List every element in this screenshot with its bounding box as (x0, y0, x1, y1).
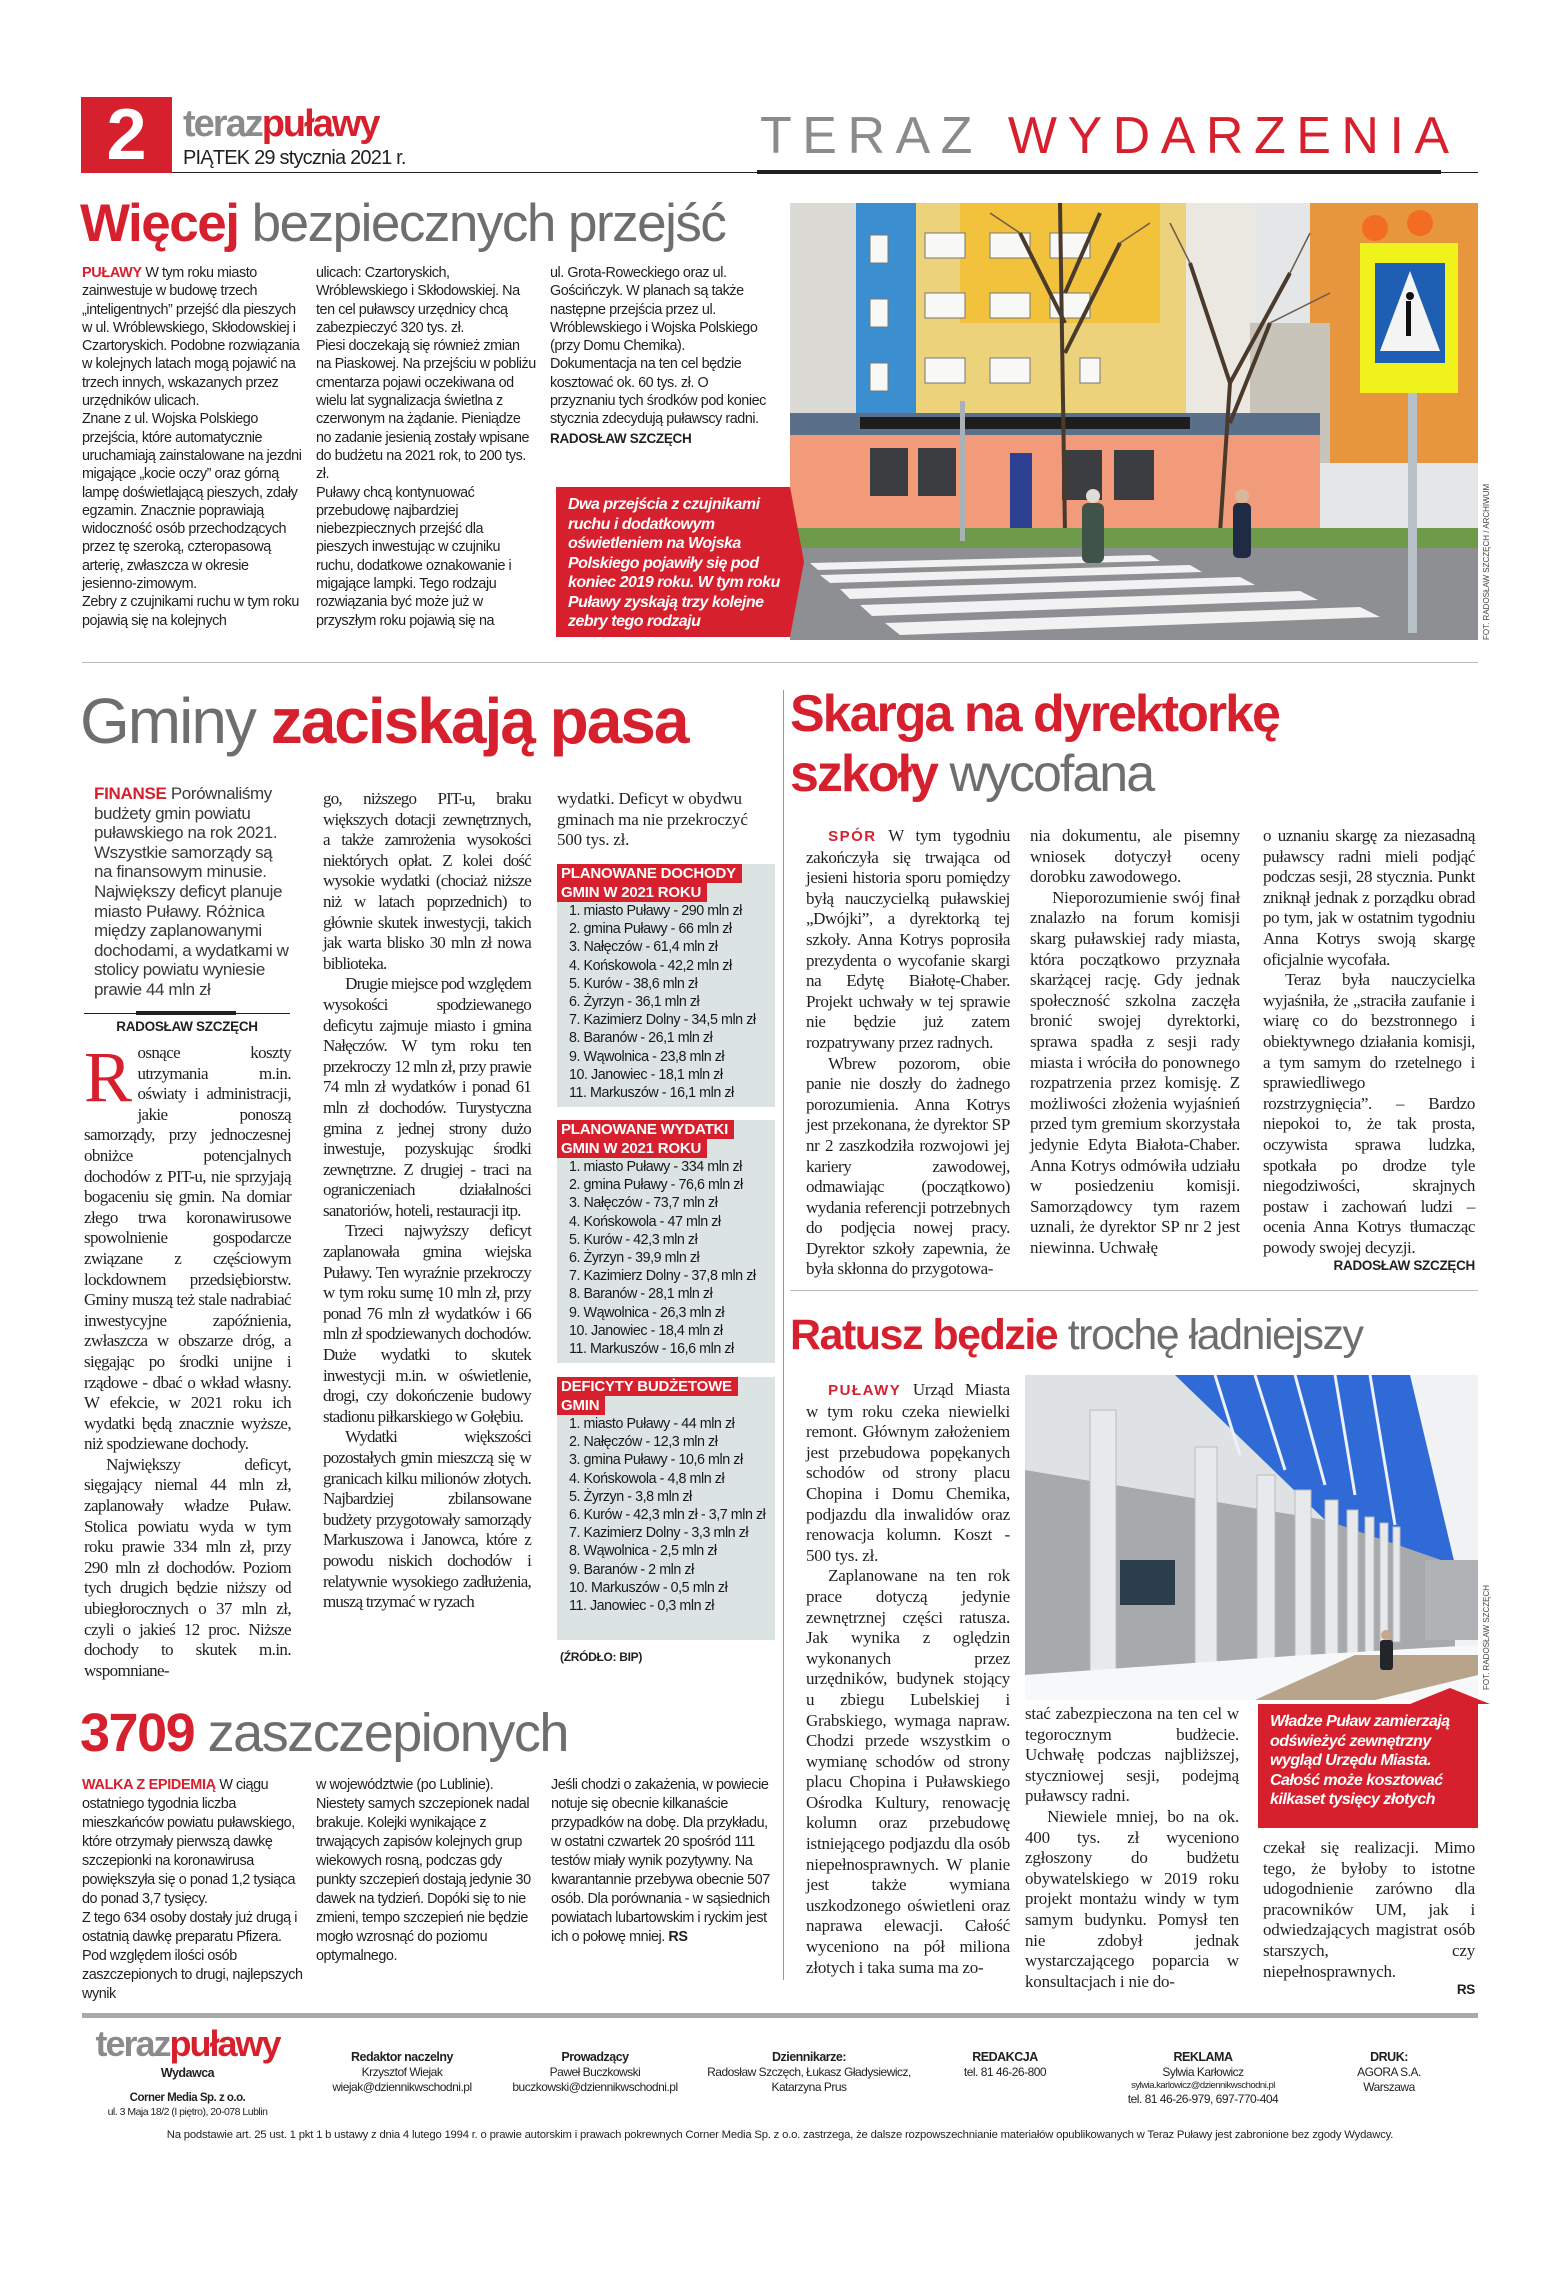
article-title-szczepienia (80, 1700, 568, 1766)
paragraph: Piesi doczekają się również zmian na Piaskowej. Na przejściu w pobliżu cmentarza pojawi oczekiwana od wielu lat sygnalizacja świetlna z czerwonym na żądanie. Pieniądze no zadanie jesienią zostały wpisane do budżetu na 2021 rok, to 200 tys. zł. (316, 338, 536, 483)
photo-pedestrian-crossing (790, 203, 1478, 640)
photo-credit-text: FOT. RADOSŁAW SZCZĘCH (1482, 1584, 1491, 1690)
footer-label: REDAKCJA (972, 2050, 1038, 2064)
photo-town-hall (1025, 1375, 1478, 1700)
logo-teraz: teraz (95, 2023, 170, 2064)
paragraph: nia dokumentu, ale pisemny wniosek dotyczył oceny dorobku zawodowego. (1030, 826, 1240, 887)
title-gray-part: wycofana (949, 745, 1154, 803)
photo-caption: Dwa przejścia z czujnikami ruchu i dodatkowym oświetleniem na Wojska Polskiego pojawiły się pod koniec 2019 roku. W tym roku Puławy zyskają trzy kolejne zebry tego rodzaju (556, 487, 790, 637)
box-list-item: 10. Janowiec - 18,1 mln zł (569, 1066, 723, 1083)
footer-value: Paweł Buczkowski (549, 2065, 641, 2079)
info-box-revenues (557, 864, 775, 1107)
kicker: PUŁAWY (82, 265, 142, 281)
paragraph: o uznaniu skargę za niezasadną puławscy radni mieli podjąć podczas sesji, 28 stycznia. Punkt zniknął jednak z porządku obrad po tym, jak w ostatnim tygodniu Anna Kotrys swoją skargę oficjalnie wycofała. (1263, 826, 1475, 969)
title-red-part: zaciskają pasa (270, 685, 688, 757)
article-column (323, 789, 531, 1613)
paragraph: Wbrew pozorom, obie panie nie doszły do żadnego porozumienia. Anna Kotrys jest przekonana, że dyrektor SP nr 2 zaszkodziła rozwojowi jej kariery zawodowej, odmawiając (początkowo) wydania referencji potrzebnych do podjęcia nowej pracy. Dyrektor szkoły zapewnia, że była skłonna do przygotowa- (806, 1053, 1010, 1279)
paragraph: Wydatki większości pozostałych gmin mieszczą się w granicach kilku milionów złotych. Najbardziej zbilansowane budżety przygotowały samorządy Markuszowa i Janowca, które z powodu niskich dochodów i relatywnie wysokiego zadłużenia, muszą trzymać w ryzach (323, 1427, 531, 1612)
info-box-expenses (557, 1120, 775, 1363)
title-gray-part: Gminy (80, 685, 255, 757)
caption-arrow (790, 487, 804, 637)
box-title: GMIN W 2021 ROKU (557, 883, 707, 902)
title-gray-part: trochę ładniejszy (1067, 1311, 1363, 1359)
paragraph: Z tego 634 osoby dostały już drugą i ostatnią dawkę preparatu Pfizera. Pod względem ilości osób zaszczepionych to drugi, najlepszych wynik (82, 1910, 303, 2002)
title-red-part: 3709 (80, 1703, 195, 1763)
paragraph: ulicach: Czartoryskich, Wróblewskiego i Skłodowskiej. Na ten cel puławscy urzędnicy chcą zabezpieczyć 320 tys. zł. (316, 265, 520, 336)
footer-value: Radosław Szczęch, Łukasz Gładysiewicz, (707, 2065, 911, 2079)
publisher-address: ul. 3 Maja 18/2 (I piętro), 20-078 Lublin (107, 2106, 268, 2118)
box-list-item: 2. gmina Puławy - 76,6 mln zł (569, 1177, 743, 1194)
title-red-part: Ratusz będzie (790, 1311, 1058, 1359)
logo-teraz: teraz (183, 103, 262, 145)
legal-notice: Na podstawie art. 25 ust. 1 pkt 1 b ustawy z dnia 4 lutego 1994 r. o prawie autorskim i prawach pokrewnych Corner Media Sp. z o.o. zastrzega, że dalsze rozpowszechnianie materiałów opublikowanych w Teraz Puławy jest zabronione bez zgody Wydawcy. (166, 2129, 1394, 2141)
title-red-part: Więcej (80, 194, 239, 253)
box-list-item: 11. Janowiec - 0,3 mln zł (569, 1598, 715, 1615)
box-list-item: 8. Wąwolnica - 2,5 mln zł (569, 1543, 717, 1560)
article-column (1030, 826, 1240, 1258)
page-number: 2 (81, 97, 172, 173)
footer-value: tel. 81 46-26-979, 697-770-404 (1127, 2092, 1279, 2106)
byline: RADOSŁAW SZCZĘCH (116, 1019, 258, 1034)
article-title-przejscia (80, 192, 725, 256)
article-column (316, 264, 536, 630)
drop-cap: R (84, 1037, 132, 1117)
footer-value: Sylwia Karłowicz (1162, 2065, 1244, 2079)
paragraph: Znane z ul. Wojska Polskiego przejścia, które automatycznie uruchamiają zainstalowane na jezdni migające „kocie oczy” oraz górną lampę doświetlającą pieszych, zdały egzamin. Znacznie poprawiają widoczność osób przechodzących przez tę szeroką, czteropasową arterię, zwłaszcza w okresie jesienno-zimowym. (82, 411, 302, 593)
column-divider (783, 690, 784, 1980)
footer-label: REKLAMA (1173, 2050, 1233, 2064)
article-column (557, 789, 775, 851)
footer-publisher (85, 2024, 290, 2118)
footer-value: Warszawa (1363, 2080, 1415, 2094)
section-title-red: WYDARZENIA (1007, 107, 1460, 165)
box-title: DEFICYTY BUDŻETOWE (557, 1377, 738, 1396)
box-list-item: 9. Wąwolnica - 23,8 mln zł (569, 1048, 725, 1065)
box-list-item: 8. Baranów - 28,1 mln zł (569, 1286, 713, 1303)
photo-caption: Władze Puław zamierzają odświeżyć zewnętrzny wygląd Urzędu Miasta. Całość może kosztować kilkaset tysięcy złotych (1258, 1704, 1478, 1828)
paragraph: stać zabezpieczona na ten cel w tegorocznym budżecie. Uchwałę podczas najbliższej, styczniowej sesji, podejmą puławscy radni. (1025, 1704, 1239, 1806)
article-column (84, 1037, 291, 1681)
article-column (316, 1776, 536, 1966)
paragraph-text: W tym roku miasto zainwestuje w budowę trzech „inteligentnych” przejść dla pieszych w ul. Wróblewskiego, Skłodowskiej i Czartoryskich. Podobne rozwiązania w kolejnych latach mogą pojawić na trzech innych, wskazanych przez urzędników ulicach. (82, 265, 300, 410)
box-list-item: 4. Końskowola - 47 mln zł (569, 1213, 721, 1230)
box-list-item: 3. Nałęczów - 61,4 mln zł (569, 939, 718, 956)
paragraph: Puławy chcą kontynuować przebudowę najbardziej niebezpiecznych przejść dla pieszych inwestując w czujniku ruchu, dodatkowe oznakowanie i migające lampki. Tego rodzaju rozwiązania być może już w przyszłym roku pojawią się na (316, 484, 512, 629)
footer-value: Krzysztof Wiejak (361, 2065, 443, 2079)
box-list-item: 8. Baranów - 26,1 mln zł (569, 1030, 713, 1047)
paragraph (806, 826, 1010, 1054)
paragraph (806, 1380, 1010, 1566)
caption-arrow (1410, 1688, 1490, 1704)
box-list (557, 1158, 775, 1358)
footer-value: AGORA S.A. (1357, 2065, 1421, 2079)
box-list-item: 7. Kazimierz Dolny - 3,3 mln zł (569, 1525, 749, 1542)
divider (82, 662, 1478, 663)
footer-label: Redaktor naczelny (351, 2050, 453, 2064)
signature: RS (1456, 1982, 1475, 1998)
photo-credit (1482, 483, 1558, 649)
article-column (82, 1776, 304, 2004)
divider (790, 1290, 1478, 1291)
footer-rule (82, 2013, 1478, 2018)
paragraph: Niewiele mniej, bo na ok. 400 tys. zł wyceniono zgłoszony do budżetu obywatelskiego w 2019 roku projekt montażu windy w tym samym budynku. Pomysł ten nie zdobył jednak wystarczającego poparcia w konsultacjach i nie do- (1025, 1806, 1239, 1991)
article-title-ratusz (790, 1308, 1362, 1362)
footer-label: DRUK: (1370, 2050, 1408, 2064)
box-list-item: 6. Kurów - 42,3 mln zł - 3,7 mln zł (569, 1507, 766, 1524)
box-list-item: 10. Janowiec - 18,4 mln zł (569, 1322, 723, 1339)
box-list-item: 3. gmina Puławy - 10,6 mln zł (569, 1452, 743, 1469)
footer-office (935, 2050, 1075, 2080)
box-list-item: 7. Kazimierz Dolny - 37,8 mln zł (569, 1268, 756, 1285)
box-list-item: 11. Markuszów - 16,6 mln zł (569, 1341, 734, 1358)
article-column (1263, 826, 1475, 1274)
article-column (806, 1380, 1010, 1978)
article-title-skarga (790, 684, 1279, 804)
box-list (557, 1415, 775, 1615)
paragraph: Największy deficyt, sięgający niemal 44 mln zł, zaplanowały władze Puław. Stolica powiatu wyda w tym roku prawie 334 mln zł, przy 290 mln zł dochodów. Poziom tych drugich będzie niższy od ubiegłorocznych o 37 mln zł, czyli o jakieś 12 proc. Niższe dochody to skutek m.in. wspomniane- (84, 1454, 291, 1680)
footer-email: wiejak@dziennikwschodni.pl (332, 2080, 472, 2094)
kicker: FINANSE (94, 784, 167, 803)
article-title-gminy (80, 683, 687, 759)
box-list-item: 3. Nałęczów - 73,7 mln zł (569, 1195, 718, 1212)
box-list-item: 1. miasto Puławy - 290 mln zł (569, 903, 742, 919)
box-list-item: 4. Końskowola - 4,8 mln zł (569, 1470, 725, 1487)
paragraph (84, 1037, 291, 1455)
paragraph: Zebry z czujnikami ruchu w tym roku pojawią się na kolejnych (82, 594, 299, 629)
article-column (550, 264, 774, 447)
footer-host (500, 2050, 690, 2095)
paragraph: w województwie (po Lublinie). Niestety samych szczepionek nadal brakuje. Kolejki wynikające z trwających zapisów kolejnych grup wiekowych rosną, podczas gdy punkty szczepień dostają jedynie 30 dawek na tydzień. Dopóki się to nie zmieni, tempo szczepień nie będzie mogło wzrosnąć do poziomu optymalnego. (316, 1777, 531, 1964)
footer-label: Dziennikarze: (771, 2050, 847, 2064)
box-title: PLANOWANE DOCHODY (557, 864, 742, 883)
paragraph: wydatki. Deficyt w obydwu gminach ma nie przekroczyć 500 tys. zł. (557, 789, 748, 850)
publisher-name: Corner Media Sp. z o.o. (129, 2092, 246, 2104)
box-title: GMIN W 2021 ROKU (557, 1139, 707, 1158)
box-list-item: 10. Markuszów - 0,5 mln zł (569, 1579, 728, 1596)
paragraph: Drugie miejsce pod względem wysokości spodziewanego deficytu zajmuje miasto i gmina Nałęczów. W tym roku ten przekroczy 12 mln zł, przy prawie 74 mln zł wydatków i ponad 61 mln zł dochodów. Turystyczna gmina z jednej strony dużo inwestuje, pozyskując środki zewnętrzne. Z drugiej - traci na ograniczeniach działalności sanatoriów, hoteli, restauracji itp. (323, 974, 531, 1220)
publisher-label: Wydawca (160, 2066, 215, 2080)
article-column (551, 1776, 773, 1947)
box-list-item: 6. Żyrzyn - 39,9 mln zł (569, 1250, 700, 1267)
box-list-item: 5. Kurów - 42,3 mln zł (569, 1231, 698, 1248)
footer-logo (85, 2024, 290, 2064)
paragraph: Teraz była nauczycielka wyjaśniła, że „straciła zaufanie i wiarę co do bezstronnego i obiektywnego działania komisji, a tym samym do rzetelnego i sprawiedliwego rozstrzygnięcia”. – Bardzo niepokoi to, że tak prosta, oczywista sprawa ludzka, spotkała po drodze tyle niegodziwości, skrajnych postaw i zachowań ludzi – ocenia Anna Kotrys tłumacząc powody swojej decyzji. (1263, 970, 1475, 1257)
footer-value: tel. 81 46-26-800 (963, 2065, 1047, 2079)
box-list-item: 5. Żyrzyn - 3,8 mln zł (569, 1488, 692, 1505)
info-box-deficits (557, 1377, 775, 1640)
footer-email: sylwia.karlowicz@dziennikwschodni.pl (1131, 2080, 1275, 2091)
box-title: GMIN (557, 1396, 605, 1415)
title-gray-part: bezpiecznych przejść (251, 194, 726, 253)
footer-editor (322, 2050, 482, 2095)
footer-label: Prowadzący (561, 2050, 629, 2064)
paragraph: go, niższego PIT-u, braku większych dotacji zewnętrznych, a także zamrożenia wysokości niektórych opłat. Z kolei dość wysokie wydatki (chociaż niższe niż w latach poprzednich) to głównie skutek inwestycji, takich jak warta blisko 30 mln zł nowa biblioteka. (323, 789, 531, 973)
footer-print (1329, 2050, 1449, 2095)
logo-pulawy: puławy (169, 2023, 280, 2064)
kicker: WALKA Z EPIDEMIĄ (82, 1777, 216, 1793)
section-title (760, 108, 1460, 164)
paragraph: Trzeci najwyższy deficyt zaplanowała gmina wiejska Puławy. Ten wyraźnie przekroczy w tym roku sumę 10 mln zł, przy ponad 76 mln zł wydatków i 66 mln zł spodziewanych dochodów. Duże wydatki to skutek inwestycji m.in. w oświetlenie, drogi, czy dokończenie budowy stadionu piłkarskiego w Gołębiu. (323, 1221, 531, 1426)
section-title-gray: TERAZ (760, 107, 983, 165)
box-list-item: 1. miasto Puławy - 44 mln zł (569, 1416, 735, 1432)
box-list-item: 6. Żyrzyn - 36,1 mln zł (569, 994, 700, 1011)
crossing-photo-image (790, 203, 1478, 640)
title-gray-part: zaszczepionych (207, 1703, 568, 1763)
box-title: PLANOWANE WYDATKI (557, 1120, 734, 1139)
article-column (1025, 1704, 1239, 1992)
article-column (1263, 1838, 1475, 1998)
byline: RADOSŁAW SZCZĘCH (550, 430, 692, 446)
footer-ads (1093, 2050, 1313, 2107)
paragraph (82, 1776, 304, 1909)
byline: RADOSŁAW SZCZĘCH (1333, 1258, 1475, 1274)
title-red-part: Skarga na dyrektorkę (790, 685, 1279, 743)
article-lead (94, 784, 294, 1000)
box-list-item: 5. Kurów - 38,6 mln zł (569, 975, 698, 992)
kicker: SPÓR (828, 828, 877, 845)
photo-credit (1482, 1584, 1558, 1699)
kicker: PUŁAWY (828, 1382, 902, 1399)
box-list-item: 9. Baranów - 2 mln zł (569, 1561, 694, 1578)
logo-pulawy: puławy (261, 103, 379, 145)
paragraph (82, 264, 304, 410)
title-red-part: szkoły (790, 745, 937, 803)
source-note: (ŹRÓDŁO: BIP) (560, 1650, 643, 1664)
paragraph: czekał się realizacji. Mimo tego, że byłoby to istotne udogodnienie zarówno dla pracowników UM, jak i odwiedzających magistrat osób starszych, czy niepełnosprawnych. (1263, 1838, 1475, 1981)
paragraph-text: Jeśli chodzi o zakażenia, w powiecie notuje się obecnie kilkanaście przypadków na dobę. Dla przykładu, w ostatni czwartek 20 spośród 111 testów miały wynik pozytywny. Na kwarantannie przebywa obecnie 507 osób. Dla porównania - w sąsiednich powiatach lubartowskim i ryckim jest ich o połowę mniej. (551, 1777, 770, 1945)
byline-rule-thick (136, 1011, 236, 1015)
box-list-item: 4. Końskowola - 42,2 mln zł (569, 957, 732, 974)
box-list-item: 11. Markuszów - 16,1 mln zł (569, 1085, 734, 1102)
box-list-item: 2. gmina Puławy - 66 mln zł (569, 921, 732, 938)
signature: RS (668, 1929, 688, 1945)
paragraph: Zaplanowane na ten rok prace dotyczą jedynie zewnętrznej części ratusza. Jak wynika z oględzin wykonanych przez urzędników, budynek stojący u zbiegu Lubelskiej i Grabskiego, wymaga napraw. Chodzi przede wszystkim o wymianę schodów od strony placu Chopina i Puławskiego Ośrodka Kultury, renowację kolumn oraz przebudowę istniejącego podjazdu dla osób niepełnosprawnych. W planie jest także wymiana uszkodzonego oświetleni oraz naprawa elewacji. Całość wyceniono na pół miliona złotych i taka suma ma zo- (806, 1566, 1010, 1977)
photo-credit-text: FOT. RADOSŁAW SZCZĘCH / ARCHIWUM (1482, 483, 1491, 640)
town-hall-photo-image (1025, 1375, 1478, 1700)
box-list-item: 1. miasto Puławy - 334 mln zł (569, 1159, 742, 1175)
article-column (806, 826, 1010, 1280)
header-rule-thick (757, 170, 1441, 174)
footer-email: buczkowski@dziennikwschodni.pl (512, 2080, 678, 2094)
paragraph (551, 1776, 773, 1947)
paragraph-text: W ciągu ostatniego tygodnia liczba mieszkańców powiatu puławskiego, które otrzymały pierwszą dawkę szczepionki na koronawirusa powiększyła się o ponad 1,2 tysiąca do ponad 3,7 tysięcy. (82, 1777, 296, 1907)
box-list-item: 7. Kazimierz Dolny - 34,5 mln zł (569, 1012, 756, 1029)
paragraph: ul. Grota-Roweckiego oraz ul. Gościńczyk. W planach są także następne przejścia przez ul. Wróblewskiego i Wojska Polskiego (przy Domu Chemika). Dokumentacja na ten cel będzie kosztować ok. 60 tys. zł. O przyznaniu tych środków pod koniec stycznia zdecydują puławscy radni. (550, 265, 766, 428)
footer-value: Katarzyna Prus (771, 2080, 847, 2094)
lead-text: Porównaliśmy budżety gmin powiatu puławskiego na rok 2021. Wszystkie samorządy są na finansowym minusie. Największy deficyt planuje miasto Puławy. Różnica między zaplanowanymi dochodami, a wydatkami w stolicy powiatu wyniesie prawie 44 mln zł (94, 784, 289, 999)
issue-date: PIĄTEK 29 stycznia 2021 r. (183, 147, 406, 169)
box-list-item: 9. Wąwolnica - 26,3 mln zł (569, 1304, 725, 1321)
masthead-logo (183, 104, 379, 144)
paragraph: Nieporozumienie swój finał znalazło na forum komisji skarg puławskiej rady miasta, która początkowo przyznała skarżącej rację. Gdy jednak społeczność szkolna zaczęła bronić swojej dyrektorki, sprawa spadła z sesji rady miasta i wróciła do ponownego rozpatrzenia przez komisję. Z możliwości złożenia wyjaśnień przed tym gremium skorzystała jedynie Edyta Białota-Chaber. Anna Kotrys odmówiła udziału w posiedzeniu komisji. Samorządowcy tym razem uznali, że dyrektor SP nr 2 jest niewinna. Uchwałę (1030, 887, 1240, 1257)
box-list (557, 902, 775, 1102)
footer-journalists (696, 2050, 922, 2095)
paragraph-text: Urząd Miasta w tym roku czeka niewielki remont. Głównym założeniem jest przebudowa popękanych schodów od strony placu Chopina i Domu Chemika, podjazdu dla inwalidów oraz renowacja kolumn. Koszt - 500 tys. zł. (806, 1380, 1010, 1565)
box-list-item: 2. Nałęczów - 12,3 mln zł (569, 1434, 718, 1451)
article-column (82, 264, 304, 630)
paragraph-text: W tym tygodniu zakończyła się trwająca od jesieni historia sporu pomiędzy byłą nauczycielką puławskiej „Dwójki”, a dyrektorką tej szkoły. Anna Kotrys poprosiła prezydenta o wycofanie skargi na Edytę Białotę-Chaber. Projekt uchwały w tej sprawie nie będzie już zatem rozpatrywany przez radnych. (806, 826, 1011, 1052)
paragraph-text: osnące koszty utrzymania m.in. oświaty i administracji, jakie ponoszą samorządy, przy jednoczesnej obniżce potencjalnych dochodów z PIT-u, nie sprzyjają bogaceniu się gmin. Na domiar złego trwa koronawirusowe spowolnienie gospodarcze związane z częściowym lockdownem przedsiębiorstw. Gminy muszą też stale nadrabiać inwestycyjne zapóźnienia, zwłaszcza w obszarze dróg, a sięgając po środki unijne i rządowe - dbać o wkład własny. W efekcie, w 2021 roku ich wydatki będą znacznie wyższe, niż spodziewane dochody. (84, 1043, 291, 1454)
